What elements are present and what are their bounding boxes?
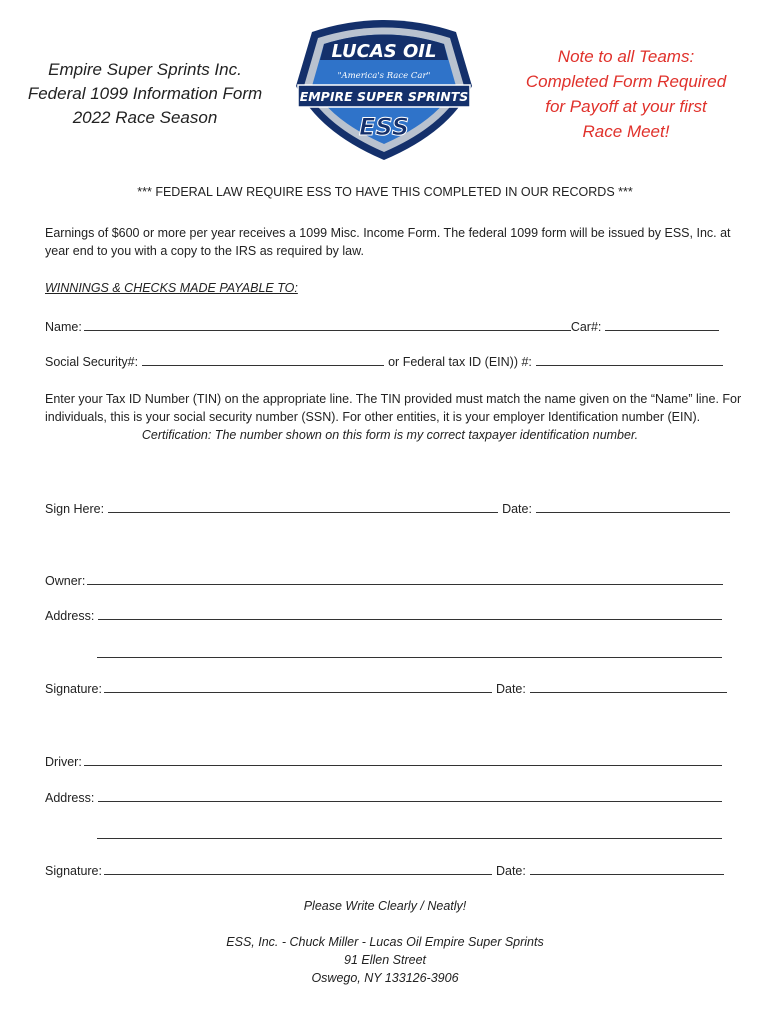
header-season: 2022 Race Season [72, 108, 218, 127]
paragraph-line: Enter your Tax ID Number (TIN) on the appropriate line. The TIN provided must match the name given on the “Name” line. For [45, 392, 742, 406]
note-line: Note to all Teams: [557, 47, 695, 66]
driver-signature-row [45, 862, 724, 878]
paragraph-line: Earnings of $600 or more per year receives a 1099 Misc. Income Form. The federal 1099 form will be issued by ESS, Inc. at [45, 226, 731, 240]
header-company: Empire Super Sprints Inc. [48, 60, 242, 79]
owner-signature-field[interactable] [104, 680, 492, 693]
owner-row [45, 572, 723, 588]
driver-row [45, 753, 722, 769]
footer-street: 91 Ellen Street [344, 953, 426, 967]
driver-address-field[interactable] [98, 789, 722, 802]
earnings-paragraph [45, 224, 735, 260]
driver-signature-field[interactable] [104, 862, 492, 875]
name-field[interactable] [84, 318, 571, 331]
footer-org: ESS, Inc. - Chuck Miller - Lucas Oil Empire Super Sprints [226, 935, 544, 949]
payoff-note [515, 44, 737, 144]
tax-id-row [45, 353, 723, 369]
federal-law-notice: *** FEDERAL LAW REQUIRE ESS TO HAVE THIS COMPLETED IN OUR RECORDS *** [137, 185, 633, 199]
name-row [45, 318, 719, 334]
driver-address-label: Address: [45, 791, 95, 805]
logo-tagline: "America's Race Car" [337, 71, 431, 81]
sign-row [45, 500, 730, 516]
owner-address-field[interactable] [98, 607, 722, 620]
owner-address-row [45, 607, 722, 623]
logo-top-text: LUCAS OIL [331, 41, 437, 62]
payable-heading: WINNINGS & CHECKS MADE PAYABLE TO: [45, 281, 298, 295]
write-clearly-text: Please Write Clearly / Neatly! [303, 899, 467, 913]
owner-signature-row [45, 680, 727, 696]
sign-here-label: Sign Here: [45, 502, 105, 516]
form-header-title [20, 58, 270, 130]
logo-banner: EMPIRE SUPER SPRINTS [299, 89, 469, 104]
footer-address-block [0, 933, 770, 987]
write-clearly-note [0, 897, 770, 915]
owner-field[interactable] [87, 572, 723, 585]
driver-date-label: Date: [495, 864, 526, 878]
tin-instructions [45, 390, 742, 444]
ein-field[interactable] [536, 353, 723, 366]
driver-field[interactable] [84, 753, 722, 766]
ein-label: or Federal tax ID (EIN)) #: [388, 355, 532, 369]
owner-date-label: Date: [495, 682, 526, 696]
car-number-field[interactable] [605, 318, 719, 331]
driver-address-row [45, 789, 722, 805]
driver-address-field-2[interactable] [97, 826, 722, 839]
sign-here-field[interactable] [108, 500, 498, 513]
certification-statement: Certification: The number shown on this form is my correct taxpayer identification number. [141, 428, 639, 442]
header-form-name: Federal 1099 Information Form [27, 84, 263, 103]
footer-city: Oswego, NY 133126-3906 [311, 971, 459, 985]
car-number-label: Car#: [570, 320, 602, 334]
owner-date-field[interactable] [530, 680, 727, 693]
paragraph-line: year end to you with a copy to the IRS as required by law. [45, 244, 364, 258]
sign-date-label: Date: [502, 502, 532, 516]
driver-date-field[interactable] [530, 862, 724, 875]
lucas-oil-ess-logo [292, 14, 476, 164]
ssn-field[interactable] [142, 353, 384, 366]
driver-label: Driver: [45, 755, 82, 769]
logo-mark: ESS [358, 113, 410, 141]
sign-date-field[interactable] [536, 500, 730, 513]
owner-label: Owner: [45, 574, 86, 588]
name-label: Name: [45, 320, 82, 334]
owner-address-field-2[interactable] [97, 645, 722, 658]
owner-address-label: Address: [45, 609, 95, 623]
ssn-label: Social Security#: [45, 355, 139, 369]
note-line: Race Meet! [582, 122, 670, 141]
owner-address-line-2 [97, 645, 722, 658]
driver-address-line-2 [97, 826, 722, 839]
owner-signature-label: Signature: [45, 682, 102, 696]
driver-signature-label: Signature: [45, 864, 102, 878]
note-line: for Payoff at your first [545, 97, 707, 116]
note-line: Completed Form Required [525, 72, 727, 91]
paragraph-line: individuals, this is your social security number (SSN). For other entities, it is your employer Identification number (EIN). [45, 410, 701, 424]
